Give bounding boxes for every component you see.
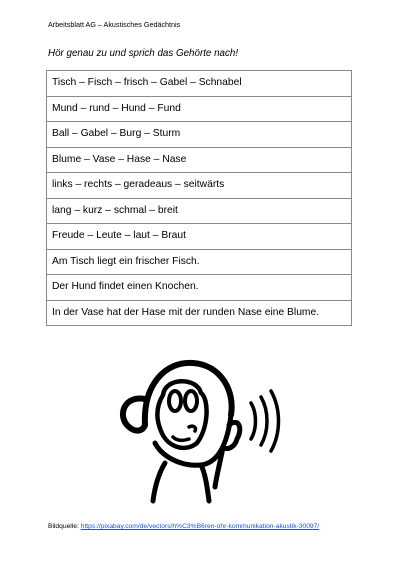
exercise-item: In der Vase hat der Hase mit der runden Nase eine Blume. — [47, 300, 352, 326]
exercise-item: Am Tisch liegt ein frischer Fisch. — [47, 249, 352, 275]
table-row — [47, 224, 352, 250]
exercise-item: Der Hund findet einen Knochen. — [47, 275, 352, 301]
table-row — [47, 122, 352, 148]
exercise-item: Blume – Vase – Hase – Nase — [47, 147, 352, 173]
table-row — [47, 147, 352, 173]
page-header: Arbeitsblatt AG – Akustisches Gedächtnis — [48, 20, 181, 29]
image-source — [48, 521, 348, 533]
exercise-item: Freude – Leute – laut – Braut — [47, 224, 352, 250]
table-row — [47, 275, 352, 301]
table-row — [47, 198, 352, 224]
source-label: Bildquelle: — [48, 523, 81, 530]
source-link[interactable]: https://pixabay.com/de/vectors/h%C3%B6ren-ohr-kommunikation-akustik-30097/ — [80, 523, 320, 530]
table-row — [47, 300, 352, 326]
instruction-text: Hör genau zu und sprich das Gehörte nach! — [48, 48, 239, 59]
table-row — [47, 96, 352, 122]
table-row — [47, 71, 352, 97]
table-row — [47, 249, 352, 275]
listening-monkey-icon — [105, 355, 285, 505]
exercise-item: links – rechts – geradeaus – seitwärts — [47, 173, 352, 199]
exercise-table — [46, 70, 352, 326]
exercise-item: Tisch – Fisch – frisch – Gabel – Schnabel — [47, 71, 352, 97]
table-row — [47, 173, 352, 199]
exercise-item: Ball – Gabel – Burg – Sturm — [47, 122, 352, 148]
exercise-item: lang – kurz – schmal – breit — [47, 198, 352, 224]
exercise-item: Mund – rund – Hund – Fund — [47, 96, 352, 122]
